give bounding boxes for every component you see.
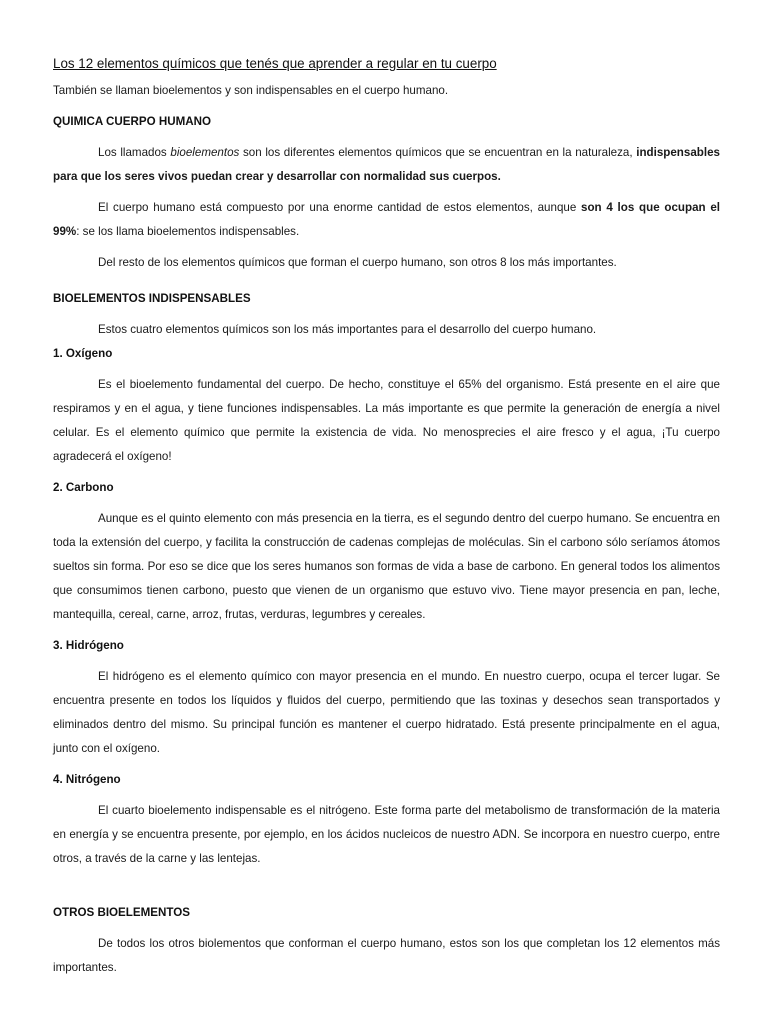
bold-phrase: son 4 los que ocupan el 99% <box>53 201 720 238</box>
paragraph-nitrogeno: El cuarto bioelemento indispensable es el nitrógeno. Este forma parte del metabolismo de transformación de la materia en energía y se encuentra presente, por ejemplo, en los ácidos nucleicos de nuestro ADN. Se incorpora en nuestro cuerpo, entre otros, a través de la carne y las lentejas. <box>53 804 720 865</box>
text-run: : se los llama bioelementos indispensables. <box>76 225 300 238</box>
paragraph-oxigeno: Es el bioelemento fundamental del cuerpo. De hecho, constituye el 65% del organismo. Está presente en el aire que respiramos y en el agua, y tiene funciones indispensables. La más importante es que permite la generación de energía a nivel celular. Es el elemento químico que permite la existencia de vida. No menosprecies el aire fresco y el agua, ¡Tu cuerpo agradecerá el oxígeno! <box>53 378 720 463</box>
section-heading-quimica: QUIMICA CUERPO HUMANO <box>53 115 212 128</box>
intro-paragraph: También se llaman bioelementos y son indispensables en el cuerpo humano. <box>53 84 449 97</box>
paragraph-otros: De todos los otros biolementos que conforman el cuerpo humano, estos son los que completan los 12 elementos más importantes. <box>53 937 720 974</box>
paragraph-hidrogeno: El hidrógeno es el elemento químico con mayor presencia en el mundo. En nuestro cuerpo, ocupa el tercer lugar. Se encuentra presente en todos los líquidos y fluidos del cuerpo, permitiendo que las toxinas y desechos sean transportados y eliminados dentro del mismo. Su principal función es mantener el cuerpo hidratado. Está presente principalmente en el agua, junto con el oxígeno. <box>53 670 720 755</box>
element-heading-nitrogeno: 4. Nitrógeno <box>53 773 121 786</box>
text-run: son los diferentes elementos químicos que se encuentran en la naturaleza, <box>239 146 637 159</box>
text-run: El cuerpo humano está compuesto por una enorme cantidad de estos elementos, aunque <box>98 201 582 214</box>
italic-term: bioelementos <box>170 146 240 159</box>
paragraph-composicion <box>53 196 720 244</box>
paragraph-indispensables-intro: Estos cuatro elementos químicos son los más importantes para el desarrollo del cuerpo humano. <box>98 323 597 336</box>
document-body <box>53 52 720 980</box>
paragraph-resto: Del resto de los elementos químicos que forman el cuerpo humano, son otros 8 los más importantes. <box>98 256 617 269</box>
paragraph-carbono: Aunque es el quinto elemento con más presencia en la tierra, es el segundo dentro del cuerpo humano. Se encuentra en toda la extensión del cuerpo, y facilita la construcción de cadenas complejas de moléculas. Sin el carbono sólo seríamos átomos sueltos sin forma. Por eso se dice que los seres humanos son formas de vida a base de carbono. En general todos los alimentos que consumimos tienen carbono, puesto que vienen de un organismo que estuvo vivo. Tiene mayor presencia en pan, leche, mantequilla, cereal, carne, arroz, frutas, verduras, legumbres y cereales. <box>53 512 720 621</box>
section-heading-otros: OTROS BIOELEMENTOS <box>53 906 190 919</box>
text-run: Los llamados <box>98 146 171 159</box>
page-title: Los 12 elementos químicos que tenés que aprender a regular en tu cuerpo <box>53 56 497 71</box>
bold-phrase: indispensables para que los seres vivos puedan crear y desarrollar con normalidad sus cuerpos. <box>53 146 720 183</box>
section-heading-indispensables: BIOELEMENTOS INDISPENSABLES <box>53 292 251 305</box>
paragraph-bioelementos <box>53 141 720 189</box>
element-heading-hidrogeno: 3. Hidrógeno <box>53 639 124 652</box>
element-heading-oxigeno: 1. Oxígeno <box>53 347 113 360</box>
element-heading-carbono: 2. Carbono <box>53 481 114 494</box>
